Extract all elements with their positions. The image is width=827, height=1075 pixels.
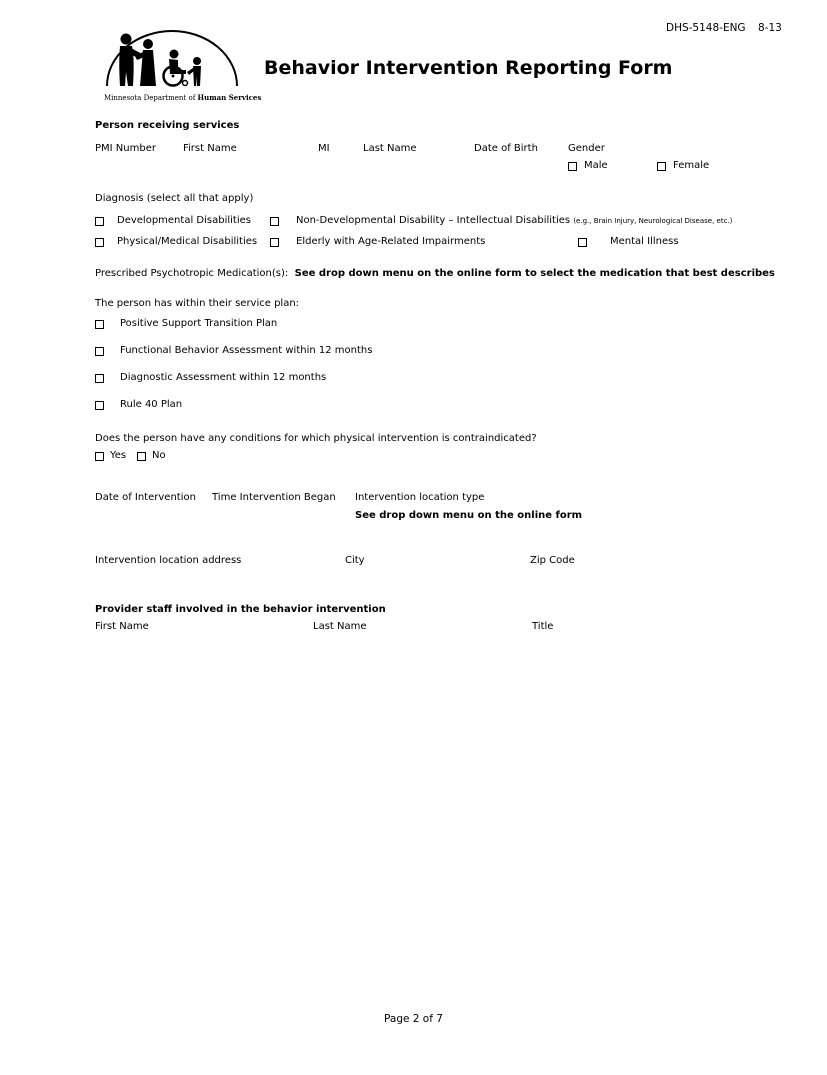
doc-number: DHS-5148-ENG — [666, 22, 746, 34]
logo-caption-bold: Human Services — [197, 93, 262, 102]
staff-title-label: Title — [532, 621, 554, 632]
diagnostic-assessment-label: Diagnostic Assessment within 12 months — [120, 372, 327, 383]
service-plan-heading: The person has within their service plan: — [95, 298, 300, 309]
service-plan-option — [95, 318, 277, 330]
diagnosis-mental-illness-option — [578, 236, 679, 248]
contraindication-no-option — [137, 450, 166, 462]
logo-caption-prefix: Minnesota Department of — [104, 94, 198, 102]
checkbox-male[interactable] — [568, 162, 577, 171]
checkbox-rule-40-plan[interactable] — [95, 401, 104, 410]
diagnosis-developmental-option — [95, 215, 251, 227]
medication-instruction: See drop down menu on the online form to select the medication that best describes — [294, 268, 775, 279]
checkbox-physical-medical-disabilities[interactable] — [95, 238, 104, 247]
non-developmental-note: (e.g., Brain Injury, Neurological Disease, etc.) — [573, 217, 733, 225]
intervention-location-address-label: Intervention location address — [95, 555, 242, 566]
checkbox-female[interactable] — [657, 162, 666, 171]
date-of-birth-label: Date of Birth — [474, 143, 538, 154]
functional-behavior-assessment-label: Functional Behavior Assessment within 12 months — [120, 345, 373, 356]
yes-label: Yes — [110, 450, 127, 461]
staff-first-name-label: First Name — [95, 621, 149, 632]
first-name-label: First Name — [183, 143, 237, 154]
checkbox-non-developmental-disability[interactable] — [270, 217, 279, 226]
contraindication-yes-option — [95, 450, 126, 462]
contraindication-question: Does the person have any conditions for which physical intervention is contraindicated? — [95, 433, 537, 444]
dhs-logo-icon — [104, 28, 242, 92]
provider-staff-heading: Provider staff involved in the behavior intervention — [95, 604, 386, 615]
intervention-location-type-label: Intervention location type — [355, 492, 485, 503]
page-footer: Page 2 of 7 — [384, 1013, 443, 1025]
checkbox-mental-illness[interactable] — [578, 238, 587, 247]
medication-label: Prescribed Psychotropic Medication(s): — [95, 268, 289, 279]
last-name-label: Last Name — [363, 143, 417, 154]
checkbox-developmental-disabilities[interactable] — [95, 217, 104, 226]
page-title: Behavior Intervention Reporting Form — [264, 57, 673, 79]
checkbox-functional-behavior-assessment[interactable] — [95, 347, 104, 356]
mental-illness-label: Mental Illness — [610, 236, 679, 247]
rule-40-plan-label: Rule 40 Plan — [120, 399, 183, 410]
location-type-dropdown-note: See drop down menu on the online form — [355, 510, 583, 521]
checkbox-elderly-age-related[interactable] — [270, 238, 279, 247]
checkbox-diagnostic-assessment[interactable] — [95, 374, 104, 383]
gender-label: Gender — [568, 143, 605, 154]
checkbox-positive-support-transition-plan[interactable] — [95, 320, 104, 329]
diagnosis-non-developmental-option — [270, 215, 732, 227]
service-plan-option — [95, 345, 372, 357]
section-person-heading: Person receiving services — [95, 120, 240, 131]
service-plan-option — [95, 372, 326, 384]
doc-revision: 8-13 — [758, 22, 782, 34]
dhs-logo-caption — [104, 93, 262, 102]
diagnosis-heading: Diagnosis (select all that apply) — [95, 193, 254, 204]
date-of-intervention-label: Date of Intervention — [95, 492, 196, 503]
medication-line — [95, 268, 775, 280]
gender-male-option — [568, 160, 608, 172]
diagnosis-physical-option — [95, 236, 257, 248]
male-label: Male — [584, 160, 608, 171]
zip-code-label: Zip Code — [530, 555, 575, 566]
pmi-number-label: PMI Number — [95, 143, 156, 154]
service-plan-option — [95, 399, 182, 411]
diagnosis-elderly-option — [270, 236, 485, 248]
mi-label: MI — [318, 143, 330, 154]
city-label: City — [345, 555, 365, 566]
gender-female-option — [657, 160, 709, 172]
non-developmental-disability-label — [296, 215, 732, 227]
physical-medical-disabilities-label: Physical/Medical Disabilities — [117, 236, 258, 247]
female-label: Female — [673, 160, 710, 171]
dhs-logo — [104, 28, 262, 102]
checkbox-contraindicated-no[interactable] — [137, 452, 146, 461]
checkbox-contraindicated-yes[interactable] — [95, 452, 104, 461]
no-label: No — [152, 450, 166, 461]
non-developmental-text: Non-Developmental Disability – Intellectual Disabilities — [296, 215, 571, 226]
developmental-disabilities-label: Developmental Disabilities — [117, 215, 251, 226]
time-intervention-began-label: Time Intervention Began — [212, 492, 336, 503]
elderly-age-related-label: Elderly with Age-Related Impairments — [296, 236, 486, 247]
staff-last-name-label: Last Name — [313, 621, 367, 632]
positive-support-transition-plan-label: Positive Support Transition Plan — [120, 318, 278, 329]
